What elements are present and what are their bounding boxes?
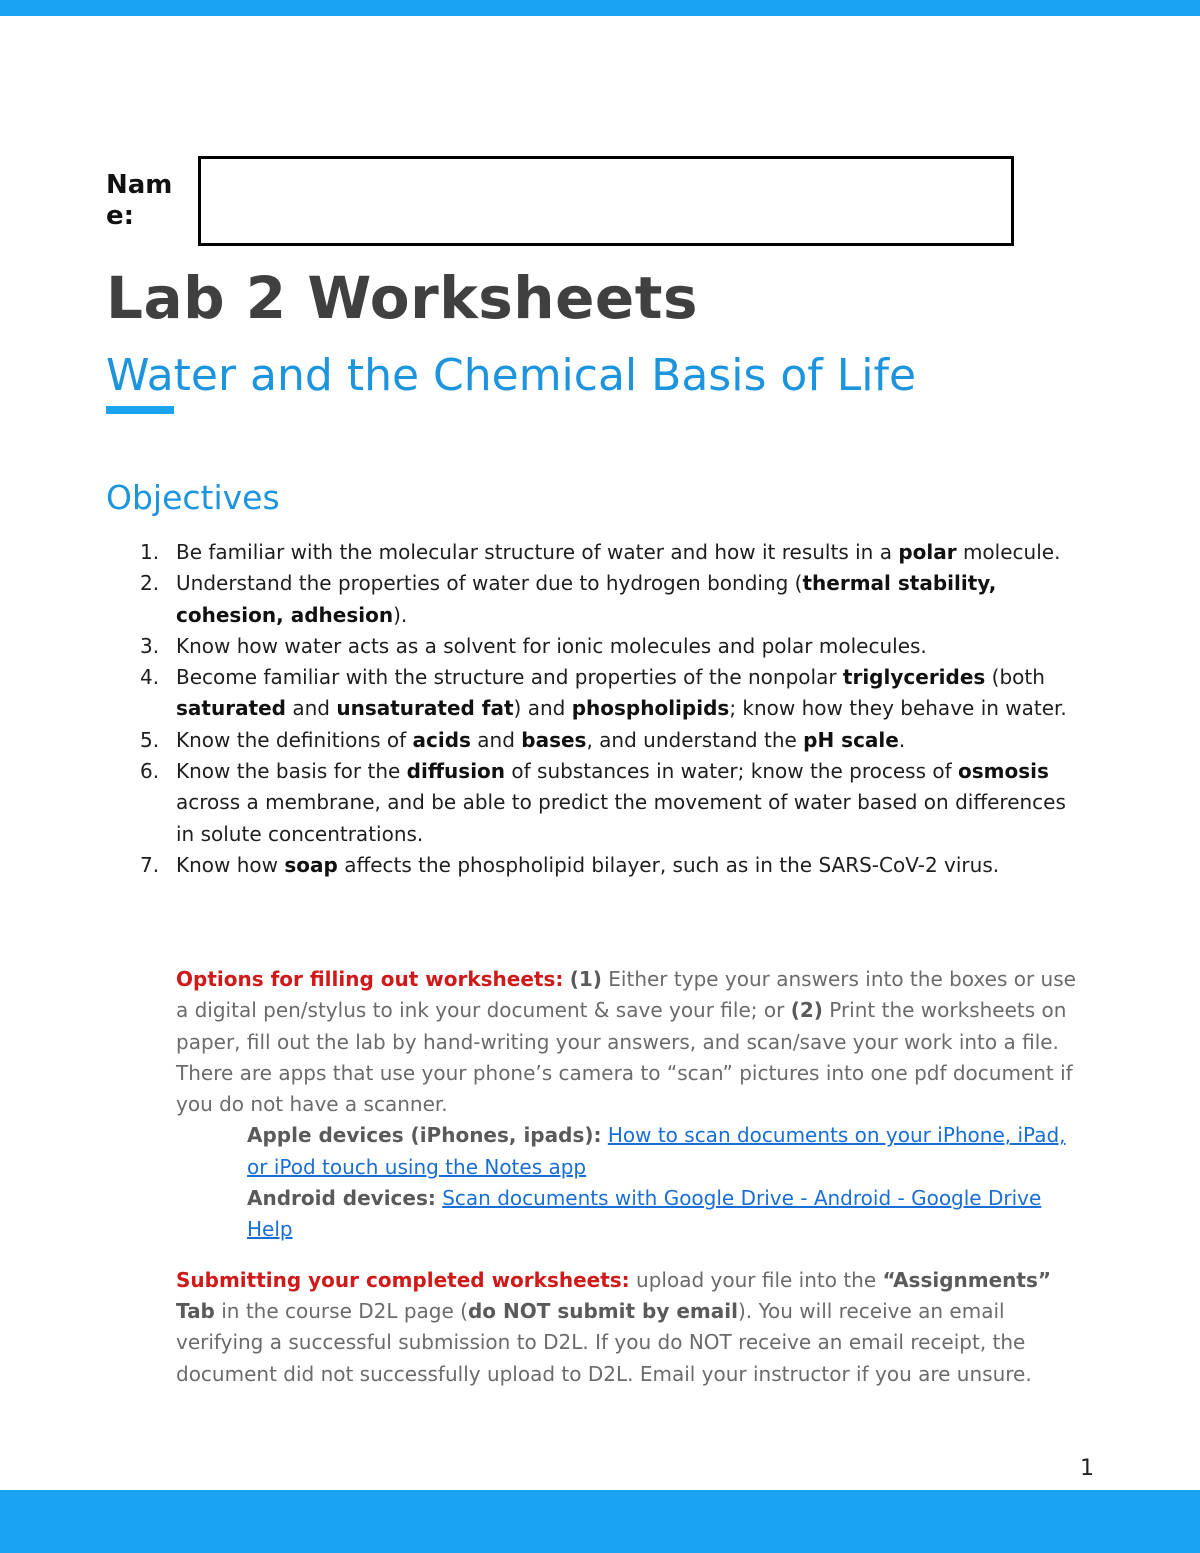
apple-scan-link[interactable]: How to scan documents on your iPhone, iPad, or iPod touch using the Notes app xyxy=(247,1123,1066,1179)
subtitle-accent-rule xyxy=(106,406,174,414)
objective-item xyxy=(130,631,1090,662)
objective-key-term: osmosis xyxy=(958,759,1049,784)
objective-number: 6. xyxy=(140,759,160,784)
objective-text: Understand the properties of water due to hydrogen bonding ( xyxy=(176,571,803,596)
objective-item xyxy=(130,537,1090,568)
name-label: Name: xyxy=(106,170,173,231)
objective-key-term: saturated xyxy=(176,696,286,721)
bottom-accent-band xyxy=(0,1490,1200,1553)
submitting-text-1: upload your file into the xyxy=(629,1267,883,1292)
objective-key-term: pH scale xyxy=(803,727,899,752)
objective-number: 3. xyxy=(140,633,160,658)
submitting-text-3: ). You will receive an email verifying a successful submission to D2L. If you do NOT receive an email receipt, the document did not successfully upload to D2L. Email your instructor if you are unsure. xyxy=(176,1298,1032,1386)
objective-key-term: thermal stability, cohesion, adhesion xyxy=(176,571,997,627)
apple-devices-line xyxy=(176,1120,1086,1183)
objective-item xyxy=(130,568,1090,631)
objective-number: 1. xyxy=(140,540,160,564)
no-email-warning: do NOT submit by email xyxy=(467,1298,738,1323)
objective-key-term: triglycerides xyxy=(842,665,986,690)
objective-text: affects the phospholipid bilayer, such as in the SARS-CoV-2 virus. xyxy=(337,852,1000,877)
apple-devices-label: Apple devices (iPhones, ipads): xyxy=(247,1123,602,1148)
page-title: Lab 2 Worksheets xyxy=(106,264,699,332)
submitting-paragraph xyxy=(176,1265,1086,1390)
page-subtitle: Water and the Chemical Basis of Life xyxy=(106,350,917,401)
objective-item xyxy=(130,662,1090,725)
objective-key-term: unsaturated fat xyxy=(336,696,514,721)
objectives-heading: Objectives xyxy=(106,478,280,517)
submitting-heading: Submitting your completed worksheets: xyxy=(176,1267,630,1292)
objective-key-term: polar xyxy=(898,540,957,564)
objective-text: across a membrane, and be able to predict the movement of water based on differences in solute concentrations. xyxy=(176,790,1066,846)
objective-number: 7. xyxy=(140,852,160,877)
assignments-tab-label: “Assignments” Tab xyxy=(176,1267,1052,1323)
objective-key-term: soap xyxy=(284,852,338,877)
objective-item xyxy=(130,850,1090,881)
objective-text: of substances in water; know the process of xyxy=(505,759,958,784)
objective-key-term: diffusion xyxy=(406,759,506,784)
android-devices-label: Android devices: xyxy=(247,1186,436,1211)
objective-number: 4. xyxy=(140,665,160,690)
submitting-text-2: in the course D2L page ( xyxy=(214,1298,468,1323)
objective-text: Be familiar with the molecular structure of water and how it results in a xyxy=(176,540,899,564)
android-devices-line xyxy=(176,1183,1086,1246)
objective-text: ). xyxy=(393,602,408,627)
option-two-marker: (2) xyxy=(790,998,823,1023)
objective-number: 5. xyxy=(140,727,160,752)
options-heading: Options for filling out worksheets: xyxy=(176,967,564,991)
objective-text: Know how water acts as a solvent for ionic molecules and polar molecules. xyxy=(176,633,927,658)
objective-item xyxy=(130,725,1090,756)
objective-item xyxy=(130,756,1090,850)
objective-text: , and understand the xyxy=(586,727,804,752)
objective-text: (both xyxy=(985,665,1045,690)
top-accent-band xyxy=(0,0,1200,16)
objective-text: Know the basis for the xyxy=(176,759,407,784)
objective-number: 2. xyxy=(140,571,160,596)
option-one-marker: (1) xyxy=(569,967,602,991)
objective-text: . xyxy=(898,727,906,752)
objective-key-term: acids xyxy=(412,727,471,752)
objectives-list xyxy=(130,537,1090,881)
objective-text: Know the definitions of xyxy=(176,727,413,752)
objective-text: Know how xyxy=(176,852,285,877)
objective-key-term: bases xyxy=(521,727,587,752)
objective-text: ) and xyxy=(513,696,572,721)
objective-text: ; know how they behave in water. xyxy=(729,696,1067,721)
instructions-block xyxy=(176,964,1086,1390)
objective-text: and xyxy=(470,727,522,752)
objective-text: Become familiar with the structure and properties of the nonpolar xyxy=(176,665,843,690)
option-two-text: Print the worksheets on paper, fill out the lab by hand-writing your answers, and scan/save your work into a file. There are apps that use your phone’s camera to “scan” pictures into one pdf document if you do not have a scanner. xyxy=(176,998,1073,1117)
android-scan-link[interactable]: Scan documents with Google Drive - Android - Google Drive Help xyxy=(247,1186,1042,1242)
objective-key-term: phospholipids xyxy=(571,696,730,721)
options-paragraph xyxy=(176,964,1086,1120)
name-input-box[interactable] xyxy=(198,156,1014,246)
objective-text: and xyxy=(286,696,337,721)
page-number: 1 xyxy=(1080,1456,1094,1481)
objective-text: molecule. xyxy=(956,540,1061,564)
option-one-text: Either type your answers into the boxes or use a digital pen/stylus to ink your document & save your file; or xyxy=(176,967,1076,1023)
